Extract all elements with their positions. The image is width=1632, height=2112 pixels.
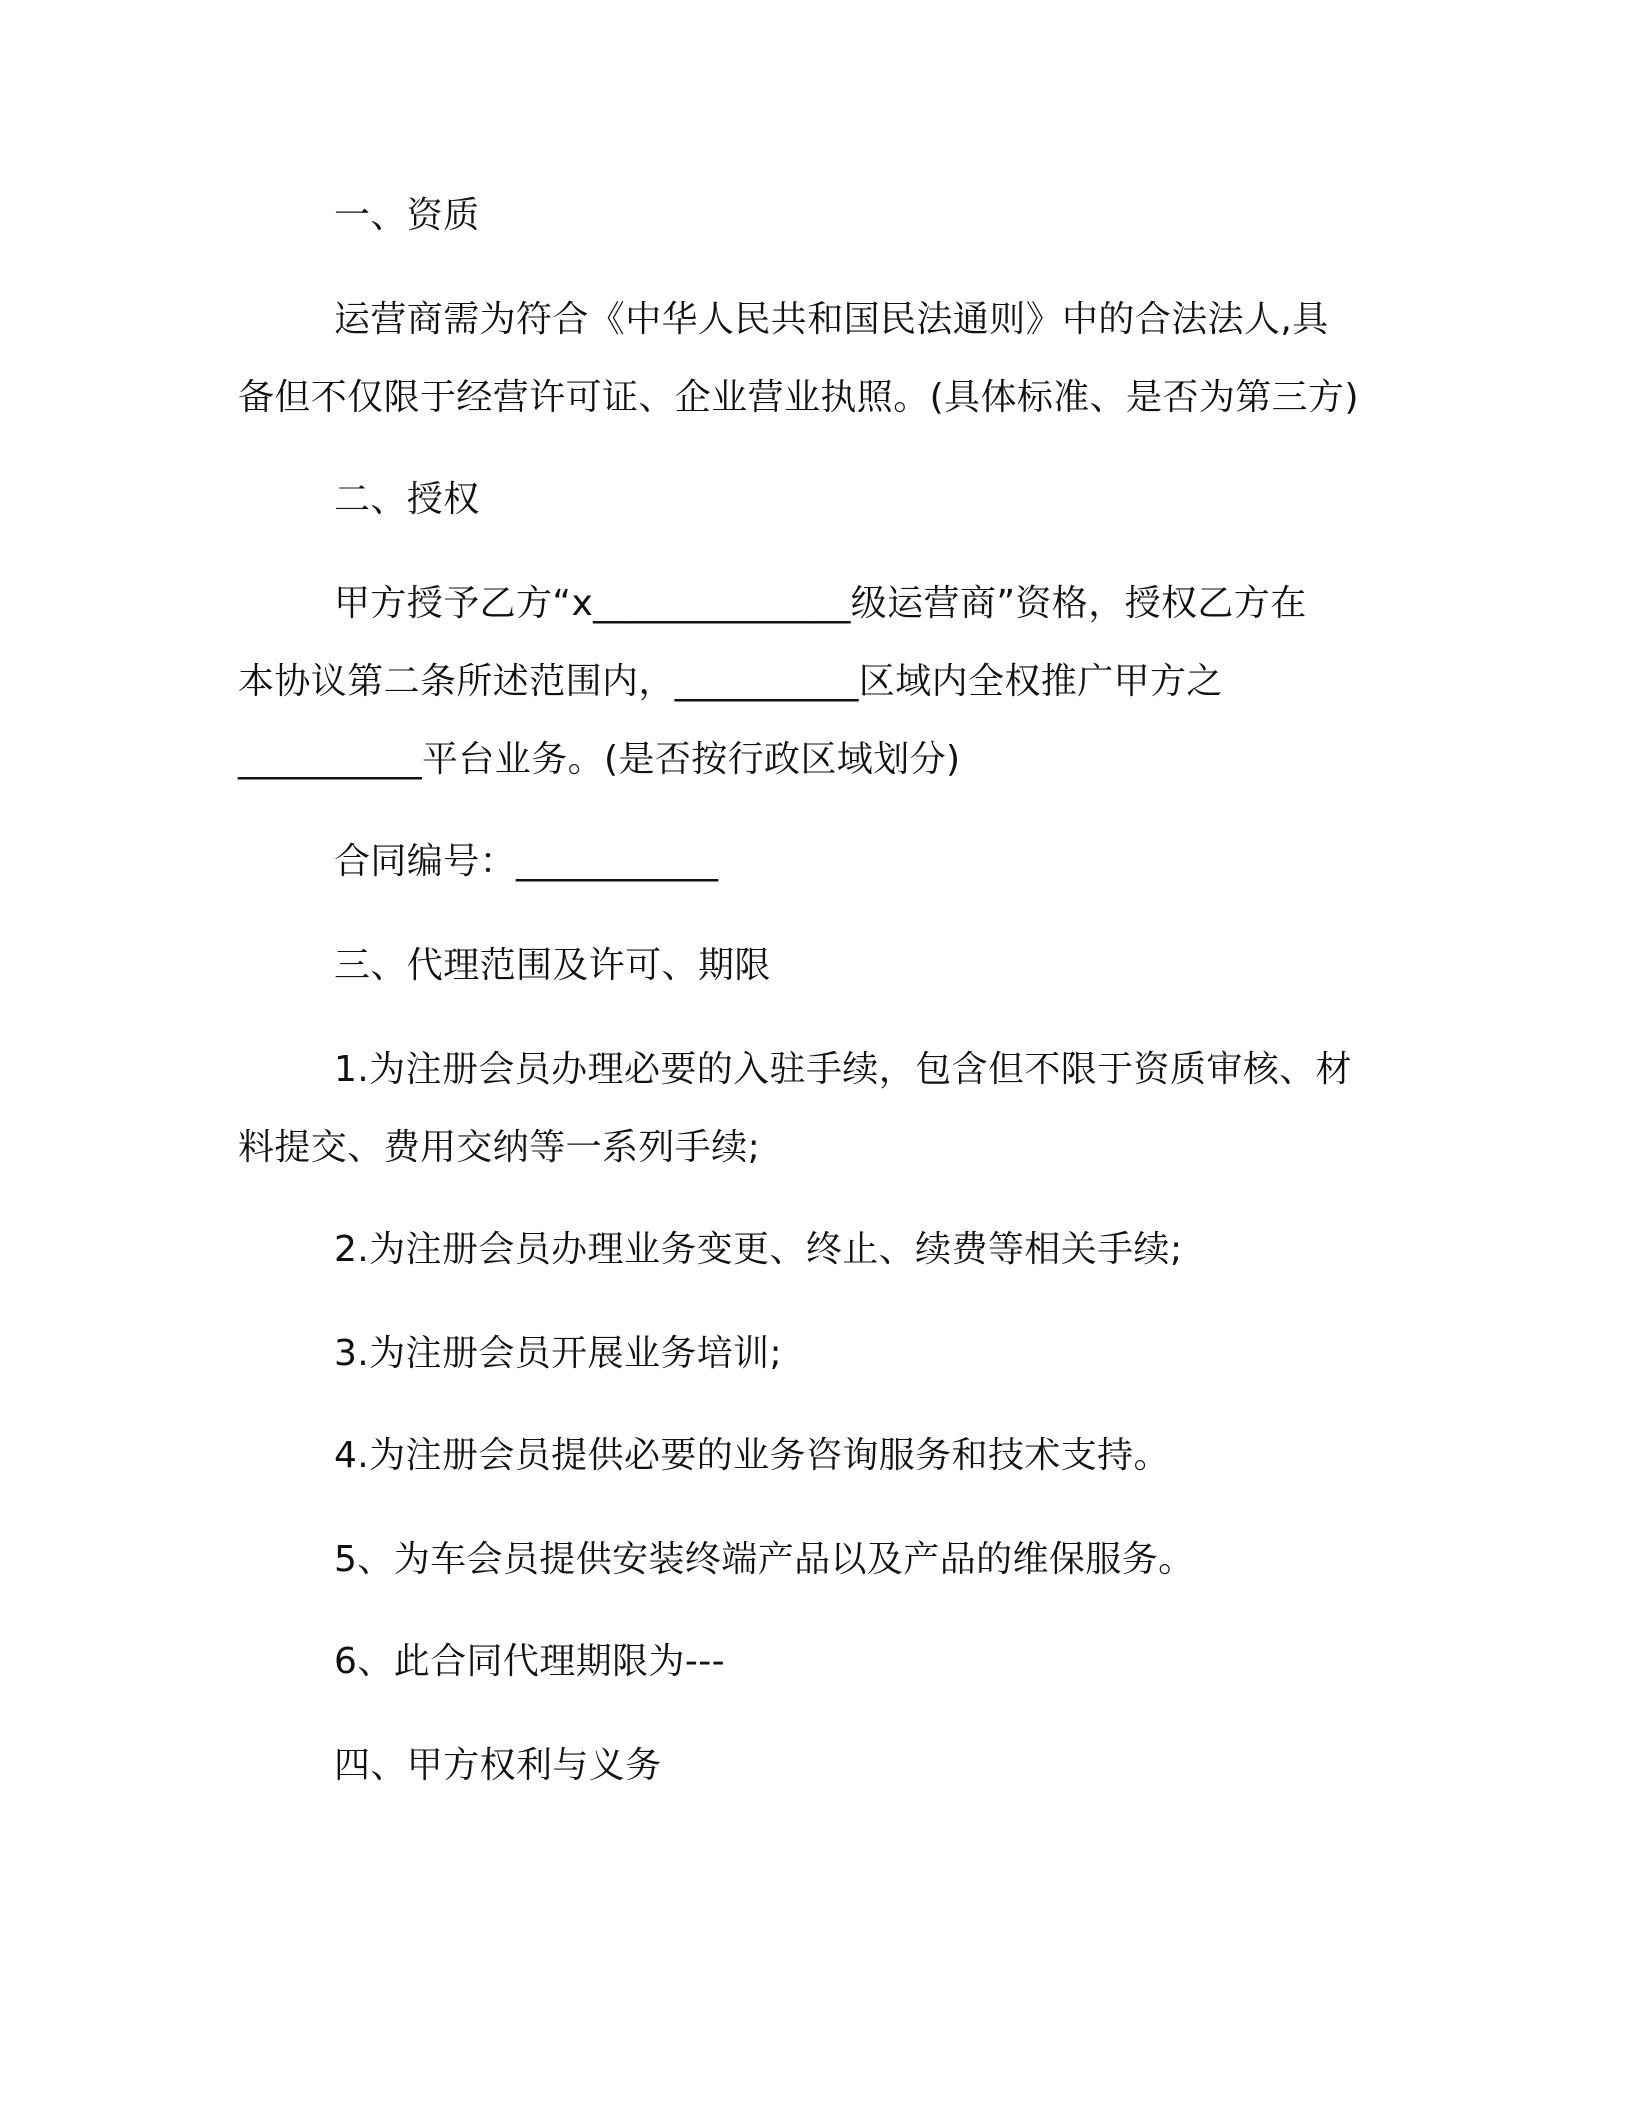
paragraph-qualification-line-1: 运营商需为符合《中华人民共和国民法通则》中的合法法人,具 [334, 299, 1329, 340]
section-heading-authorization: 二、授权 [334, 479, 480, 520]
scope-item-3: 3.为注册会员开展业务培训; [334, 1333, 783, 1374]
scope-item-1-line-1: 1.为注册会员办理必要的入驻手续，包含但不限于资质审核、材 [334, 1049, 1352, 1090]
paragraph-authorization-line-2: 本协议第二条所述范围内，__________区域内全权推广甲方之 [238, 661, 1223, 702]
section-heading-qualification: 一、资质 [334, 195, 480, 236]
scope-item-6: 6、此合同代理期限为--- [334, 1641, 726, 1682]
contract-number: 合同编号：___________ [334, 841, 719, 882]
section-heading-party-a-rights: 四、甲方权利与义务 [334, 1745, 662, 1786]
scope-item-4: 4.为注册会员提供必要的业务咨询服务和技术支持。 [334, 1435, 1170, 1476]
section-heading-scope: 三、代理范围及许可、期限 [334, 945, 771, 986]
scope-item-1-line-2: 料提交、费用交纳等一系列手续; [238, 1127, 761, 1168]
scope-item-5: 5、为车会员提供安装终端产品以及产品的维保服务。 [334, 1539, 1195, 1580]
paragraph-qualification-line-2: 备但不仅限于经营许可证、企业营业执照。(具体标准、是否为第三方) [238, 377, 1359, 418]
paragraph-authorization-line-1: 甲方授予乙方“x______________级运营商”资格，授权乙方在 [334, 583, 1307, 624]
scope-item-2: 2.为注册会员办理业务变更、终止、续费等相关手续; [334, 1229, 1183, 1270]
paragraph-authorization-line-3: __________平台业务。(是否按行政区域划分) [238, 739, 961, 780]
